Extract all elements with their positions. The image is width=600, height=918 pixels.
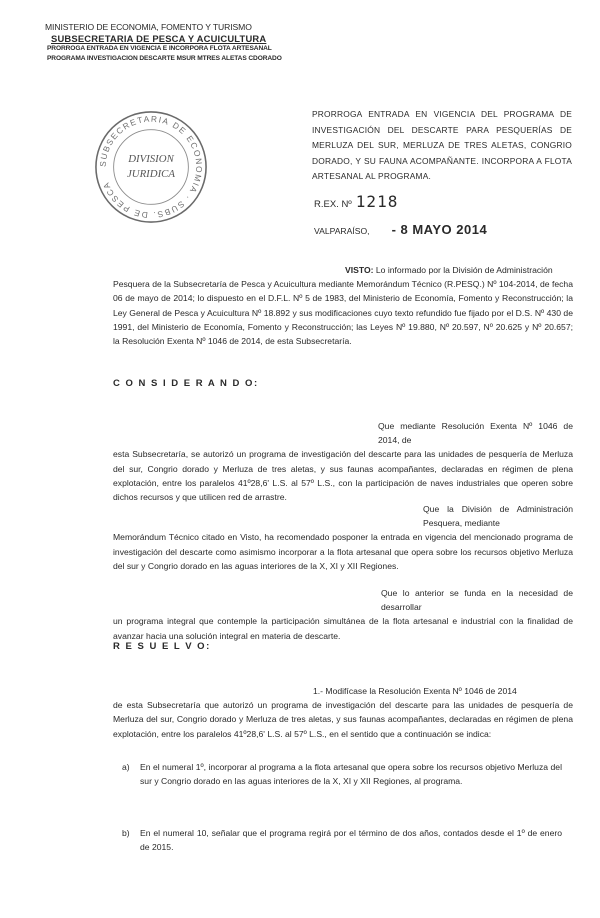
list-text-b: En el numeral 10, señalar que el programa regirá por el término de dos años, contados desde el 1º de enero de 2015.	[140, 828, 562, 853]
considerando-heading: C O N S I D E R A N D O:	[113, 378, 259, 389]
r1-rest: de esta Subsecretaría que autorizó un programa de investigación del descarte para las unidades de pesquería de Merluza del sur, Congrio dorado y Merluza de tres aletas, y sus faunas acompañantes, declaradas en régimen de plena explotación, entre los paralelos 41º28,6' L.S. al 57º L.S., en el sentido que a continuación se indica:	[113, 700, 573, 739]
list-marker-a: a)	[122, 762, 130, 772]
official-seal-icon	[92, 108, 210, 226]
seal-inner-bottom: JURIDICA	[127, 167, 175, 180]
resolution-label: R.EX. Nº	[314, 199, 352, 210]
seal-inner-top: DIVISION	[128, 153, 174, 166]
considerando-paragraph-2	[113, 502, 573, 573]
document-title: PRORROGA ENTRADA EN VIGENCIA DEL PROGRAMA DE INVESTIGACIÓN DEL DESCARTE PARA PESQUERÍAS DE MERLUZA DEL SUR, MERLUZA DE TRES ALETAS, CONGRIO DORADO, Y SU FAUNA ACOMPAÑANTE. INCORPORA A FLOTA ARTESANAL AL PROGRAMA.	[312, 109, 572, 181]
subsecretaria-name: SUBSECRETARIA DE PESCA Y ACUICULTURA	[51, 33, 267, 44]
list-text-a: En el numeral 1º, incorporar al programa a la flota artesanal que opera sobre los recursos objetivo Merluza del sur y Congrio dorado en las aguas interiores de la X, XI y XII Regiones, al programa.	[140, 762, 562, 787]
place: VALPARAÍSO,	[314, 226, 370, 236]
ministry-name: MINISTERIO DE ECONOMIA, FOMENTO Y TURISMO	[45, 22, 252, 32]
reference-line-2: PROGRAMA INVESTIGACION DESCARTE MSUR MTRES ALETAS CDORADO	[47, 54, 282, 62]
considerando-paragraph-3	[113, 586, 573, 643]
resuelvo-item-1	[113, 684, 573, 741]
resolution-number-value: 1218	[355, 192, 399, 211]
visto-label: VISTO:	[345, 265, 374, 275]
date-stamp: - 8 MAYO 2014	[391, 222, 488, 237]
c1-rest: esta Subsecretaría, se autorizó un programa de investigación del descarte para las unidades de pesquería de Merluza del sur, Congrio dorado y Merluza de tres aletas, y sus faunas acompañantes, declaradas en régimen de plena explotación, entre los paralelos 41º28,6' L.S. al 57º L.S., con la participación de naves industriales que operen sobre dichos recursos y que utilicen red de arrastre.	[113, 449, 573, 503]
seal-outer-text: SUBSECRETARIA DE ECONOMIA · SUBS. DE PESCA	[97, 113, 205, 221]
resolution-number	[314, 192, 398, 211]
c3-rest: un programa integral que contemple la participación simultánea de la flota artesanal e industrial con la finalidad de avanzar hacia una solución integral en materia de descarte.	[113, 616, 573, 641]
c3-first: Que lo anterior se funda en la necesidad de desarrollar	[381, 588, 573, 613]
r1-first: 1.- Modifícase la Resolución Exenta Nº 1046 de 2014	[313, 686, 517, 696]
considerando-paragraph-1	[113, 419, 573, 504]
c2-first: Que la División de Administración Pesquera, mediante	[423, 504, 573, 529]
letterhead	[45, 22, 285, 63]
list-item-a	[122, 760, 562, 788]
place-date	[314, 222, 487, 237]
resuelvo-heading: R E S U E L V O:	[113, 641, 211, 652]
visto-text-rest: Pesquera de la Subsecretaría de Pesca y Acuicultura mediante Memorándum Técnico (R.PESQ.) Nº 104-2014, de fecha 06 de mayo de 2014; lo dispuesto en el D.F.L. Nº 5 de 1983, del Ministerio de Economía, Fomento y Reconstrucción; la Ley General de Pesca y Acuicultura Nº 18.892 y sus modificaciones cuyo texto refundido fue fijado por el D.S. Nº 430 de 1991, del Ministerio de Economía, Fomento y Reconstrucción; las Leyes Nº 19.880, Nº 20.597, Nº 20.625 y Nº 20.657; la Resolución Exenta Nº 1046 de 2014, de esta Subsecretaría.	[113, 279, 573, 347]
c1-first: Que mediante Resolución Exenta Nº 1046 de 2014, de	[378, 421, 573, 446]
list-item-b	[122, 826, 562, 854]
list-marker-b: b)	[122, 828, 130, 838]
reference-line-1: PRORROGA ENTRADA EN VIGENCIA E INCORPORA FLOTA ARTESANAL	[47, 45, 272, 52]
visto-text-first: Lo informado por la División de Administración	[375, 265, 553, 275]
visto-paragraph	[113, 263, 573, 348]
c2-rest: Memorándum Técnico citado en Visto, ha recomendado posponer la entrada en vigencia del mencionado programa de investigación del descarte como asimismo incorporar a la flota artesanal que opera sobre los recursos objetivo Merluza del sur y Congrio dorado en las aguas interiores de la X, XI y XII Regiones.	[113, 532, 573, 571]
